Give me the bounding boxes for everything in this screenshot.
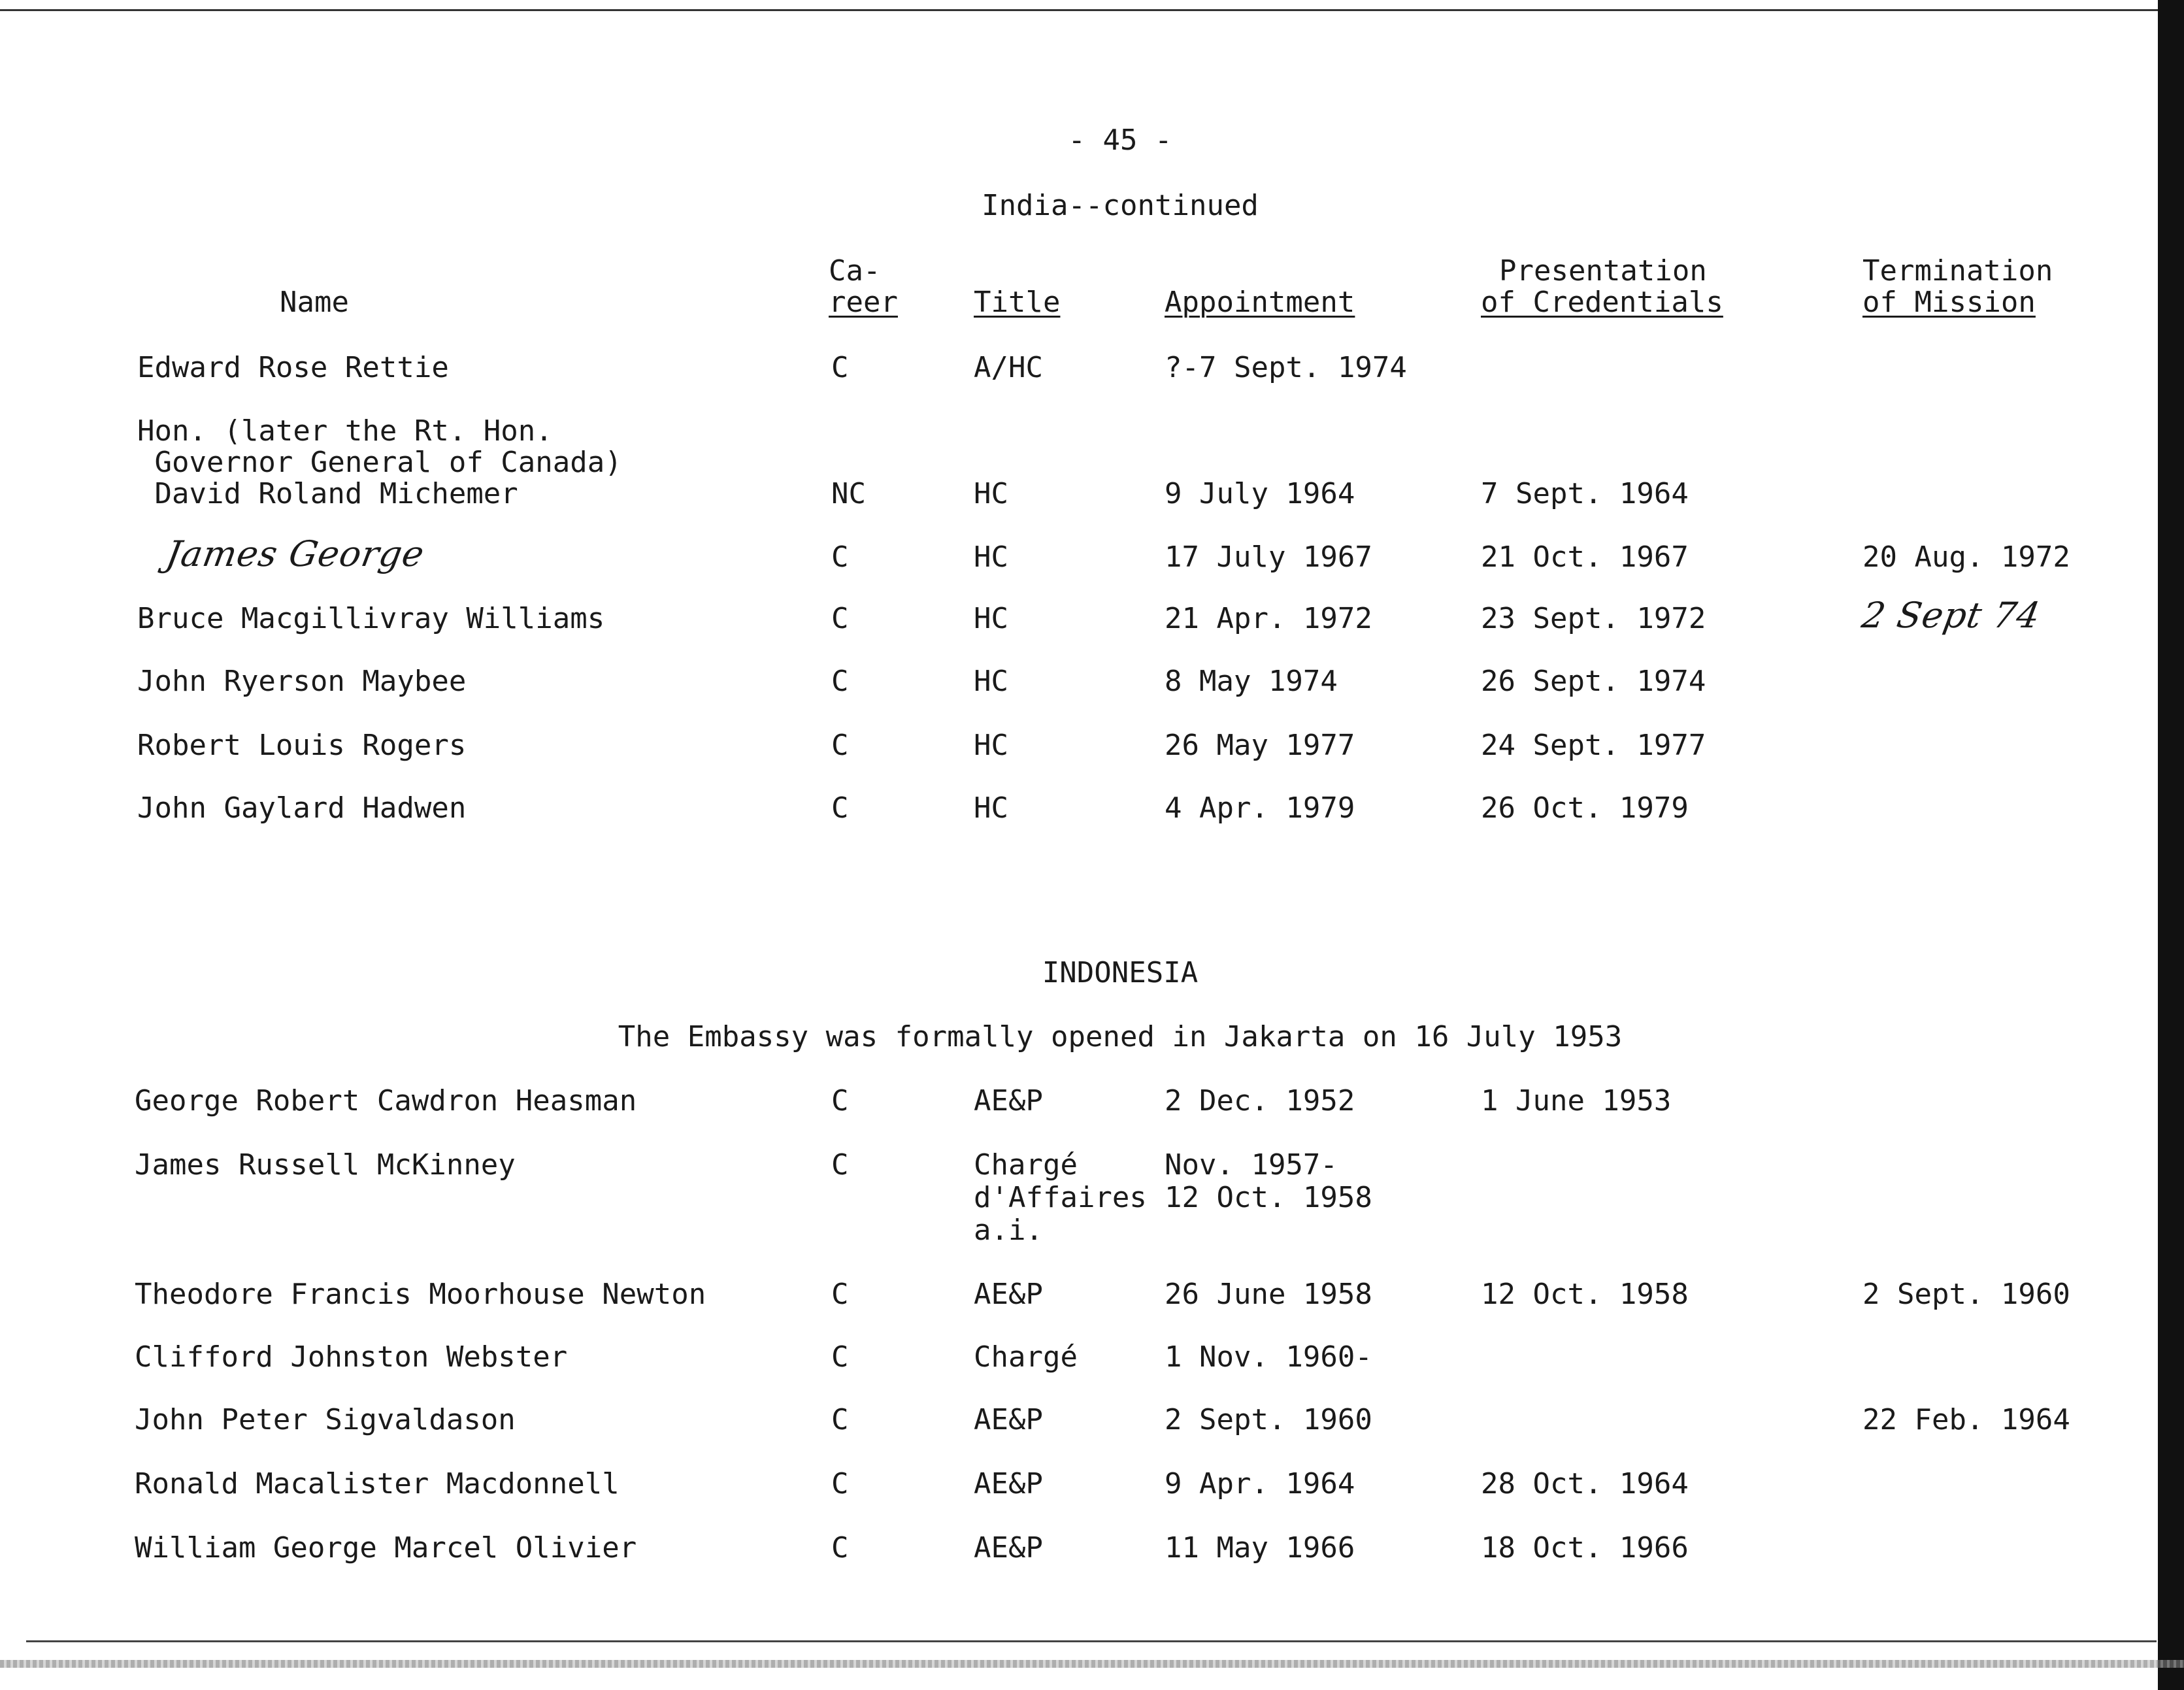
- cell-name: Ronald Macalister Macdonnell: [135, 1467, 620, 1500]
- cell-presentation: 18 Oct. 1966: [1481, 1531, 1689, 1565]
- cell-career: C: [831, 729, 849, 762]
- section-title-india: India--continued: [982, 189, 1259, 222]
- cell-name-handwritten: James George: [163, 533, 428, 574]
- cell-appointment: 26 May 1977: [1165, 729, 1355, 762]
- page-bottom-edge: [26, 1640, 2157, 1646]
- cell-presentation: 24 Sept. 1977: [1481, 729, 1706, 762]
- cell-presentation: 21 Oct. 1967: [1481, 540, 1689, 574]
- cell-name: John Peter Sigvaldason: [135, 1403, 516, 1436]
- cell-title: AE&P: [974, 1278, 1043, 1311]
- header-career-2: reer: [829, 286, 898, 319]
- cell-title: AE&P: [974, 1403, 1043, 1436]
- header-termination-2: of Mission: [1862, 286, 2036, 319]
- header-termination-1: Termination: [1862, 254, 2053, 288]
- cell-title-line3: a.i.: [974, 1214, 1043, 1247]
- cell-title-line1: Chargé: [974, 1148, 1078, 1182]
- cell-career: C: [831, 1148, 849, 1182]
- cell-title: Chargé: [974, 1340, 1078, 1374]
- scan-bottom-edge: [0, 1660, 2184, 1668]
- cell-appointment: 8 May 1974: [1165, 665, 1338, 698]
- header-name: Name: [280, 286, 349, 319]
- cell-presentation: 12 Oct. 1958: [1481, 1278, 1689, 1311]
- cell-career: C: [831, 1467, 849, 1500]
- cell-career: NC: [831, 477, 866, 510]
- page-top-edge: [0, 0, 2184, 11]
- cell-name: Theodore Francis Moorhouse Newton: [135, 1278, 706, 1311]
- cell-name-line1: Hon. (later the Rt. Hon.: [137, 414, 553, 448]
- cell-title: HC: [974, 729, 1008, 762]
- cell-title: AE&P: [974, 1084, 1043, 1118]
- cell-career: C: [831, 540, 849, 574]
- cell-appointment: 11 May 1966: [1165, 1531, 1355, 1565]
- cell-presentation: 7 Sept. 1964: [1481, 477, 1689, 510]
- cell-name: Clifford Johnston Webster: [135, 1340, 568, 1374]
- cell-name: James Russell McKinney: [135, 1148, 516, 1182]
- cell-appointment: 2 Sept. 1960: [1165, 1403, 1372, 1436]
- cell-career: C: [831, 602, 849, 635]
- section-title-indonesia: INDONESIA: [1042, 956, 1199, 989]
- cell-name: Robert Louis Rogers: [137, 729, 467, 762]
- cell-career: C: [831, 1084, 849, 1118]
- cell-title: AE&P: [974, 1531, 1043, 1565]
- cell-name: John Ryerson Maybee: [137, 665, 467, 698]
- cell-presentation: 1 June 1953: [1481, 1084, 1672, 1118]
- cell-appointment: 4 Apr. 1979: [1165, 791, 1355, 825]
- cell-termination: 20 Aug. 1972: [1862, 540, 2070, 574]
- cell-presentation: 26 Oct. 1979: [1481, 791, 1689, 825]
- section-note: The Embassy was formally opened in Jakarta on 16 July 1953: [618, 1020, 1623, 1053]
- header-presentation-2: of Credentials: [1481, 286, 1723, 319]
- cell-career: C: [831, 351, 849, 384]
- cell-presentation: 28 Oct. 1964: [1481, 1467, 1689, 1500]
- cell-title: HC: [974, 665, 1008, 698]
- cell-appointment-line1: Nov. 1957-: [1165, 1148, 1338, 1182]
- cell-termination: 2 Sept. 1960: [1862, 1278, 2070, 1311]
- cell-career: C: [831, 1531, 849, 1565]
- header-career-1: Ca-: [829, 254, 881, 288]
- cell-appointment: 9 Apr. 1964: [1165, 1467, 1355, 1500]
- page-right-edge: [2158, 0, 2184, 1690]
- cell-appointment: 9 July 1964: [1165, 477, 1355, 510]
- cell-appointment-line2: 12 Oct. 1958: [1165, 1181, 1372, 1214]
- cell-appointment: ?-7 Sept. 1974: [1165, 351, 1407, 384]
- cell-title: HC: [974, 791, 1008, 825]
- cell-title-line2: d'Affaires: [974, 1181, 1147, 1214]
- page-number: - 45 -: [1068, 124, 1172, 157]
- header-title: Title: [974, 286, 1061, 319]
- cell-name-line2: Governor General of Canada): [137, 446, 622, 479]
- cell-name-line3: David Roland Michemer: [137, 477, 518, 510]
- header-appointment: Appointment: [1165, 286, 1355, 319]
- cell-appointment: 21 Apr. 1972: [1165, 602, 1372, 635]
- cell-termination-handwritten: 2 Sept 74: [1859, 595, 2044, 636]
- cell-appointment: 26 June 1958: [1165, 1278, 1372, 1311]
- cell-name: Bruce Macgillivray Williams: [137, 602, 605, 635]
- cell-name: John Gaylard Hadwen: [137, 791, 467, 825]
- cell-appointment: 17 July 1967: [1165, 540, 1372, 574]
- cell-presentation: 23 Sept. 1972: [1481, 602, 1706, 635]
- cell-career: C: [831, 1403, 849, 1436]
- cell-title: HC: [974, 477, 1008, 510]
- cell-title: AE&P: [974, 1467, 1043, 1500]
- header-presentation-1: Presentation: [1499, 254, 1707, 288]
- cell-termination: 22 Feb. 1964: [1862, 1403, 2070, 1436]
- cell-career: C: [831, 665, 849, 698]
- cell-appointment: 1 Nov. 1960-: [1165, 1340, 1372, 1374]
- cell-career: C: [831, 791, 849, 825]
- cell-title: A/HC: [974, 351, 1043, 384]
- cell-appointment: 2 Dec. 1952: [1165, 1084, 1355, 1118]
- cell-name: George Robert Cawdron Heasman: [135, 1084, 637, 1118]
- cell-title: HC: [974, 540, 1008, 574]
- cell-career: C: [831, 1340, 849, 1374]
- cell-presentation: 26 Sept. 1974: [1481, 665, 1706, 698]
- cell-career: C: [831, 1278, 849, 1311]
- cell-name: Edward Rose Rettie: [137, 351, 449, 384]
- cell-title: HC: [974, 602, 1008, 635]
- cell-name: William George Marcel Olivier: [135, 1531, 637, 1565]
